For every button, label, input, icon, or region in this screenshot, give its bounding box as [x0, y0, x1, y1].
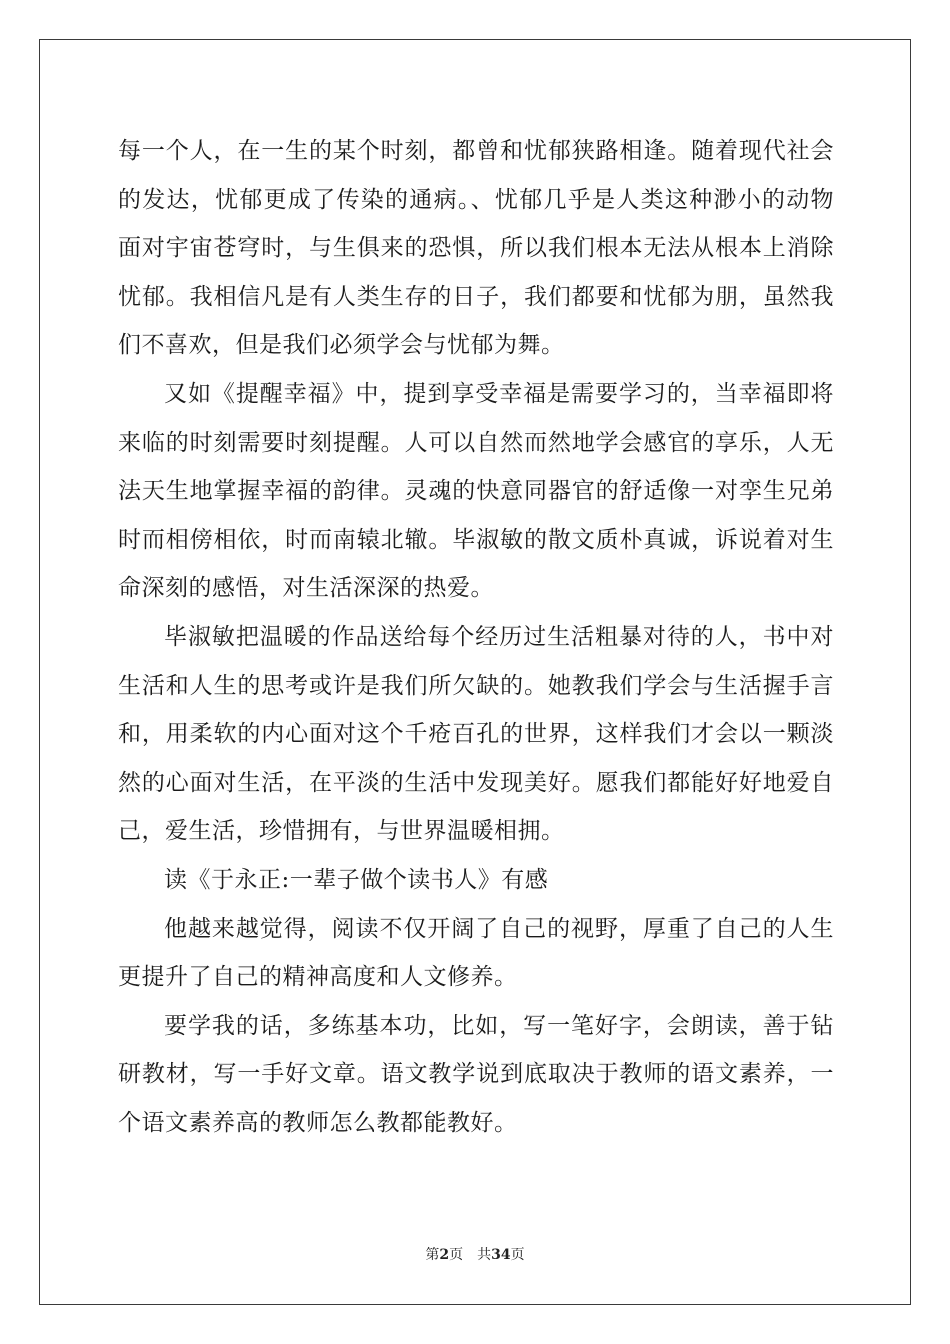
total-prefix: 共 — [477, 1247, 492, 1263]
document-body — [118, 127, 834, 1147]
total-pages: 34 — [491, 1247, 511, 1263]
page-footer — [0, 1244, 950, 1264]
section-heading: 读《于永正:一辈子做个读书人》有感 — [164, 866, 549, 893]
paragraph: 毕淑敏把温暖的作品送给每个经历过生活粗暴对待的人，书中对生活和人生的思考或许是我们所欠缺的。她教我们学会与生活握手言和，用柔软的内心面对这个千疮百孔的世界，这样我们才会以一颗淡然的心面对生活，在平淡的生活中发现美好。愿我们都能好好地爱自己，爱生活，珍惜拥有，与世界温暖相拥。 — [118, 623, 834, 845]
page-prefix: 第 — [425, 1247, 440, 1263]
paragraph: 要学我的话，多练基本功，比如，写一笔好字，会朗读，善于钻研教材，写一手好文章。语文教学说到底取决于教师的语文素养，一个语文素养高的教师怎么教都能教好。 — [118, 1012, 834, 1136]
page-suffix: 页 — [449, 1247, 464, 1263]
total-suffix: 页 — [510, 1247, 525, 1263]
paragraph: 他越来越觉得，阅读不仅开阔了自己的视野，厚重了自己的人生更提升了自己的精神高度和人文修养。 — [118, 915, 834, 991]
page-number: 2 — [439, 1247, 450, 1263]
paragraph: 每一个人，在一生的某个时刻，都曾和忧郁狭路相逢。随着现代社会的发达，忧郁更成了传染的通病。、忧郁几乎是人类这种渺小的动物面对宇宙苍穹时，与生俱来的恐惧，所以我们根本无法从根本上消除忧郁。我相信凡是有人类生存的日子，我们都要和忧郁为朋，虽然我们不喜欢，但是我们必须学会与忧郁为舞。 — [118, 138, 834, 359]
paragraph: 又如《提醒幸福》中，提到享受幸福是需要学习的，当幸福即将来临的时刻需要时刻提醒。人可以自然而然地学会感官的享乐，人无法天生地掌握幸福的韵律。灵魂的快意同器官的舒适像一对孪生兄弟时而相傍相依，时而南辕北辙。毕淑敏的散文质朴真诚，诉说着对生命深刻的感悟，对生活深深的热爱。 — [118, 380, 834, 602]
